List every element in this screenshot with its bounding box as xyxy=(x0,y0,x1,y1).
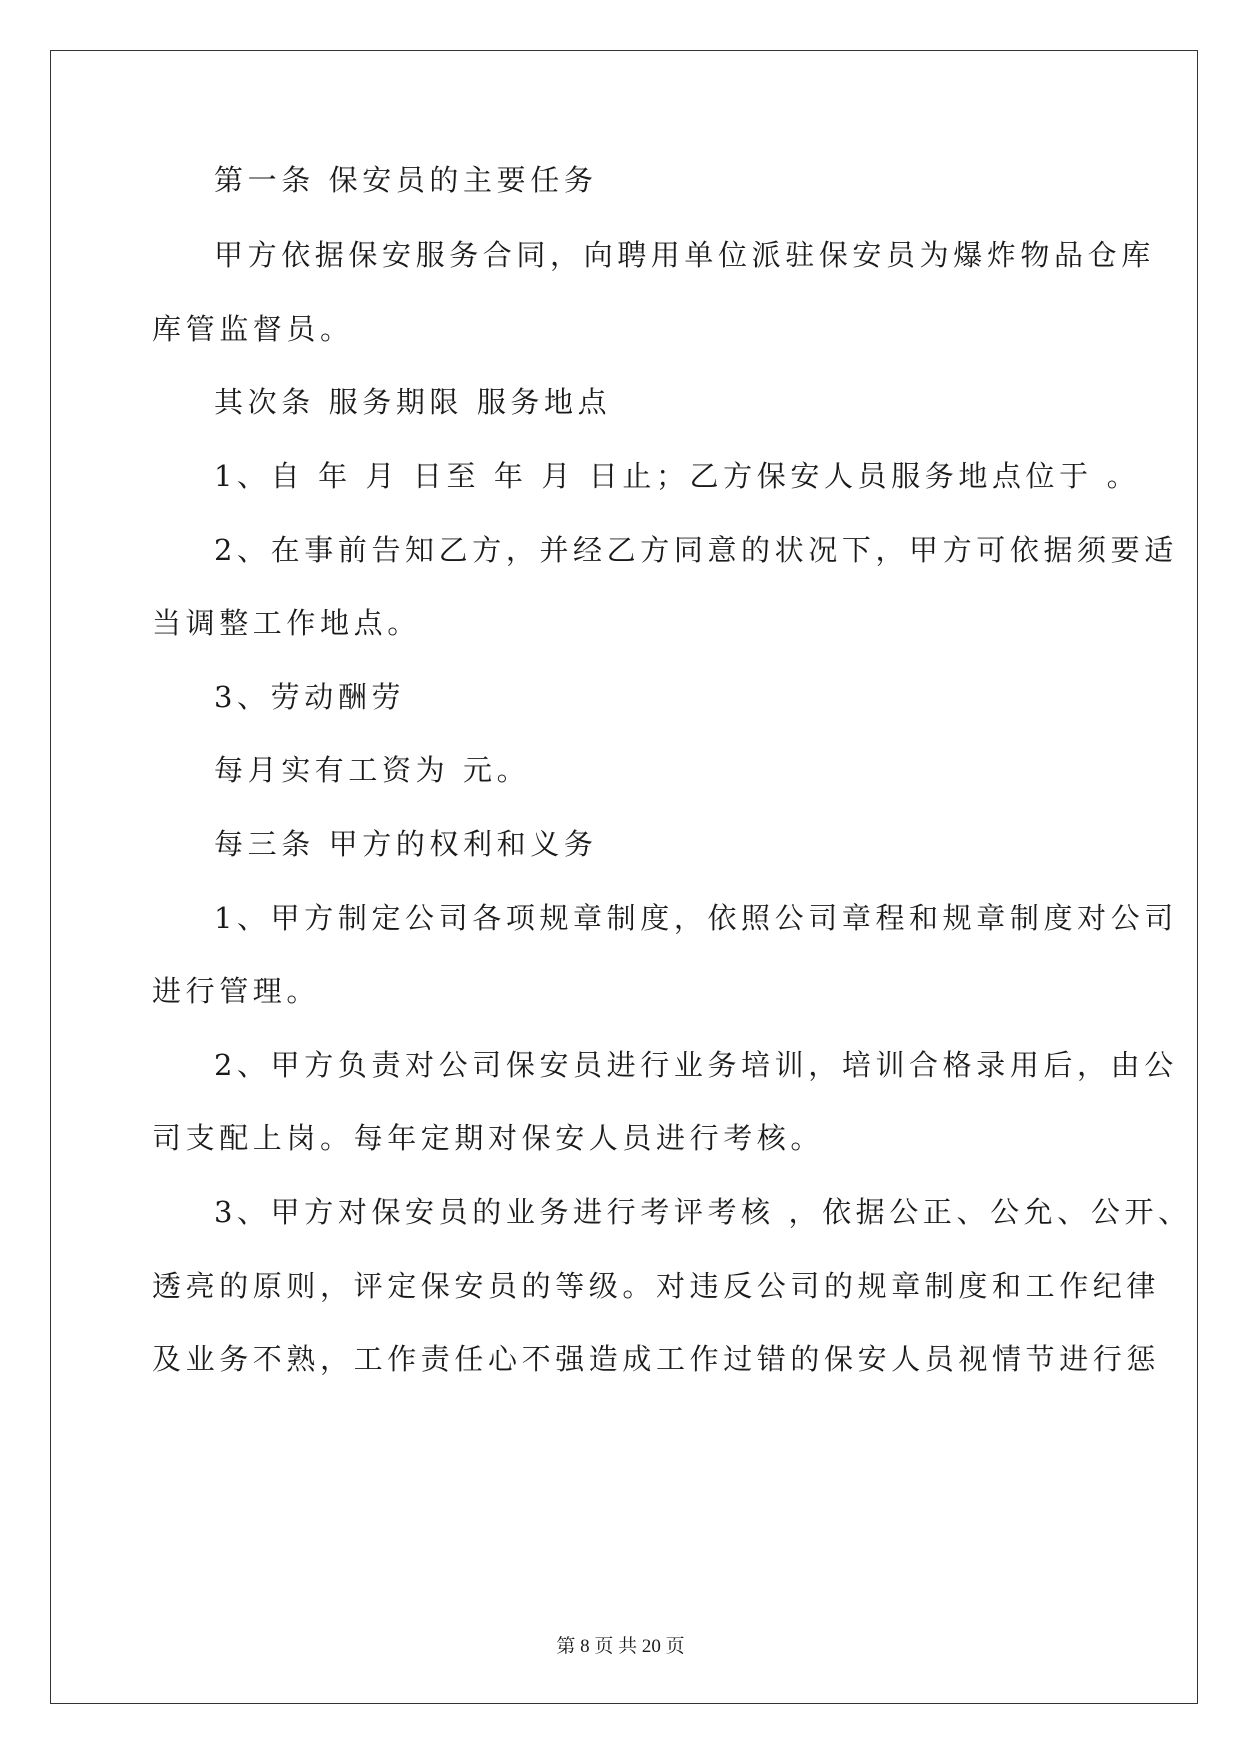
paragraph-line: 每月实有工资为 元。 xyxy=(214,753,531,787)
page-number: 第 8 页 共 20 页 xyxy=(556,1636,685,1657)
paragraph-line: 当调整工作地点。 xyxy=(152,606,421,640)
subheading: 3、劳动酬劳 xyxy=(214,680,406,714)
paragraph-line: 甲方依据保安服务合同，向聘用单位派驻保安员为爆炸物品仓库 xyxy=(214,238,1155,272)
paragraph-line: 1、自 年 月 日至 年 月 日止；乙方保安人员服务地点位于 。 xyxy=(214,459,1141,493)
article-3-heading: 每三条 甲方的权利和义务 xyxy=(214,827,598,861)
paragraph-line: 及业务不熟，工作责任心不强造成工作过错的保安人员视情节进行惩 xyxy=(152,1342,1161,1376)
paragraph-line: 2、甲方负责对公司保安员进行业务培训，培训合格录用后，由公 xyxy=(214,1048,1178,1082)
paragraph-line: 透亮的原则，评定保安员的等级。对违反公司的规章制度和工作纪律 xyxy=(152,1269,1161,1303)
paragraph-line: 库管监督员。 xyxy=(152,312,354,346)
article-2-heading: 其次条 服务期限 服务地点 xyxy=(214,385,612,419)
paragraph-line: 3、甲方对保安员的业务进行考评考核 ，依据公正、公允、公开、 xyxy=(214,1195,1192,1229)
paragraph-line: 进行管理。 xyxy=(152,974,321,1008)
page-border xyxy=(50,50,1198,1704)
paragraph-line: 1、甲方制定公司各项规章制度，依照公司章程和规章制度对公司 xyxy=(214,901,1178,935)
paragraph-line: 2、在事前告知乙方，并经乙方同意的状况下，甲方可依据须要适 xyxy=(214,533,1178,567)
paragraph-line: 司支配上岗。每年定期对保安人员进行考核。 xyxy=(152,1121,825,1155)
article-1-heading: 第一条 保安员的主要任务 xyxy=(214,163,598,197)
